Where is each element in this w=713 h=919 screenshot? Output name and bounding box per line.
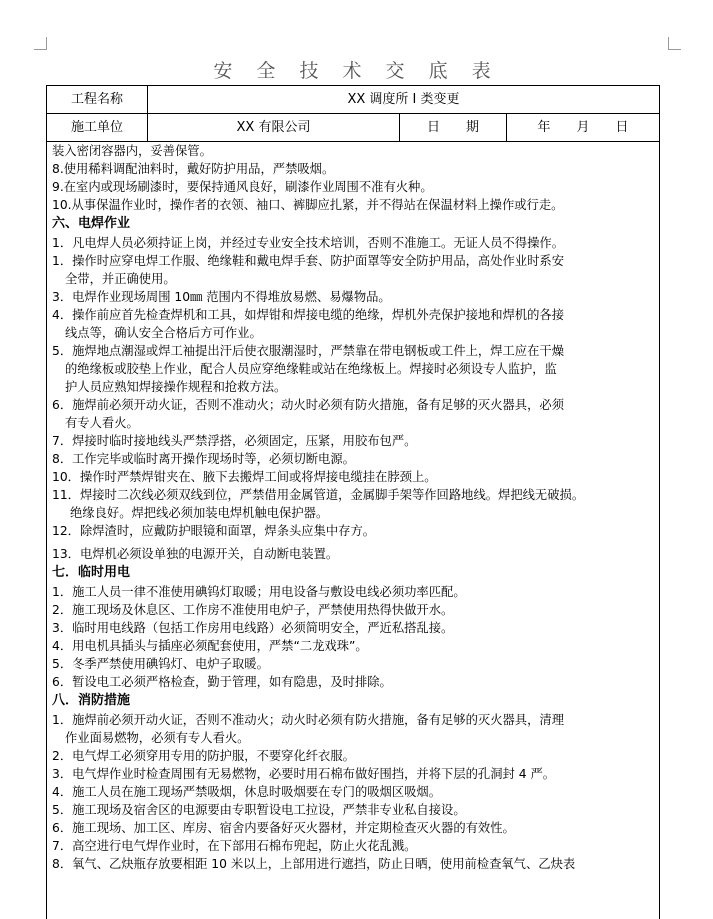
section-heading-welding: 六、电焊作业 (52, 216, 131, 231)
content-line: 的绝缘板或胶垫上作业，配合人员应穿绝缘鞋或站在绝缘板上。焊接时必须设专人监护，监 (65, 362, 557, 376)
content-line: 4．用电机具插头与插座必须配套使用，严禁“二龙戏珠”。 (52, 639, 368, 653)
content-line: 5．施工现场及宿舍区的电源要由专职暂设电工拉设，严禁非专业私自接设。 (52, 803, 466, 817)
content-line: 7．高空进行电气焊作业时，在下部用石棉布兜起，防止火花乱溅。 (52, 839, 417, 853)
content-line: 3．临时用电线路（包括工作房用电线路）必须简明安全，严近私搭乱接。 (52, 621, 454, 635)
date-value: 年 月 日 (506, 114, 659, 141)
content-line: 3．电气焊作业时检查周围有无易燃物，必要时用石棉布做好围挡，并将下层的孔洞封 4 严。 (52, 767, 556, 781)
content-line: 4．施工人员在施工现场严禁吸烟，休息时吸烟要在专门的吸烟区吸烟。 (52, 785, 442, 799)
content-line: 9.在室内或现场刷漆时，要保持通风良好，刷漆作业周围不准有火种。 (52, 180, 433, 194)
content-line: 装入密闭容器内，妥善保管。 (52, 144, 212, 158)
content-line: 有专人看火。 (65, 416, 139, 430)
content-line: 1．凡电焊人员必须持证上岗，并经过专业安全技术培训，否则不准施工。无证人员不得操作。 (52, 236, 564, 250)
page-corner-mark-left (34, 37, 47, 50)
document-title: 安 全 技 术 交 底 表 (213, 60, 500, 82)
construction-unit-label: 施工单位 (70, 120, 123, 135)
content-line: 绝缘良好。焊把线必须加装电焊机触电保护器。 (70, 506, 329, 520)
content-line: 8．氧气、乙炔瓶存放要相距 10 米以上，上部用进行遮挡，防止日晒，使用前检查氧气、乙炔表 (52, 857, 576, 871)
content-line: 5．施焊地点潮湿或焊工袖提出汗后使衣服潮湿时，严禁靠在带电钢板或工件上，焊工应在干燥 (52, 344, 564, 358)
content-line: 6．施工现场、加工区、库房、宿舍内要备好灭火器材，并定期检查灭火器的有效性。 (52, 821, 515, 835)
content-line: 8．工作完毕或临时离开操作现场时等，必须切断电源。 (52, 452, 355, 466)
content-line: 10.从事保温作业时，操作者的衣领、袖口、裤脚应扎紧，并不得站在保温材料上操作或行走。 (52, 198, 564, 212)
content-line: 8.使用稀料调配油料时，戴好防护用品，严禁吸烟。 (52, 162, 335, 176)
content-line: 作业面易燃物，必须有专人看火。 (65, 731, 250, 745)
section-heading-temporary-power: 七．临时用电 (52, 565, 131, 580)
content-line: 1．施工人员一律不准使用碘钨灯取暖；用电设备与敷设电线必须功率匹配。 (52, 585, 466, 599)
content-line: 1．施焊前必须开动火证，否则不准动火；动火时必须有防火措施，备有足够的灭火器具，清理 (52, 713, 564, 727)
content-line: 11．焊接时二次线必须双线到位，严禁借用金属管道，金属脚手架等作回路地线。焊把线无破损。 (52, 488, 585, 502)
content-line: 护人员应熟知焊接操作规程和抢救方法。 (65, 380, 287, 394)
date-label: 日 期 (399, 114, 506, 141)
content-line: 2．施工现场及休息区、工作房不准使用电炉子，严禁使用热得快做开水。 (52, 603, 454, 617)
content-line: 1．操作时应穿电焊工作服、绝缘鞋和戴电焊手套、防护面罩等安全防护用品，高处作业时系安 (52, 254, 564, 268)
project-name-label: 工程名称 (70, 92, 123, 107)
project-name-value: XX 调度所 I 类变更 (147, 86, 659, 113)
content-line: 13．电焊机必须设单独的电源开关，自动断电装置。 (52, 547, 339, 561)
construction-unit-value: XX 有限公司 (147, 114, 399, 141)
content-line: 3．电焊作业现场周围 10㎜ 范围内不得堆放易燃、易爆物品。 (52, 290, 391, 304)
content-line: 6．施焊前必须开动火证，否则不准动火；动火时必须有防火措施，备有足够的灭火器具，必须 (52, 398, 564, 412)
content-line: 5．冬季严禁使用碘钨灯、电炉子取暖。 (52, 657, 269, 671)
page-corner-mark-right (668, 37, 681, 50)
content-line: 12．除焊渣时，应戴防护眼镜和面罩，焊条头应集中存方。 (52, 524, 376, 538)
safety-disclosure-table (46, 85, 660, 919)
content-line: 全带，并正确使用。 (65, 272, 176, 286)
content-line: 10．操作时严禁焊钳夹在、腋下去搬焊工间或将焊接电缆挂在脖颈上。 (52, 470, 437, 484)
disclosure-content (52, 142, 657, 873)
content-line: 线点等，确认安全合格后方可作业。 (65, 326, 262, 340)
content-line: 6．暂设电工必须严格检查，勤于管理，如有隐患，及时排除。 (52, 675, 392, 689)
content-line: 2．电气焊工必须穿用专用的防护服，不要穿化纤衣服。 (52, 749, 355, 763)
content-line: 7．焊接时临时接地线头严禁浮搭，必须固定，压紧，用胶布包严。 (52, 434, 417, 448)
unit-row (47, 114, 659, 142)
project-row (47, 86, 659, 114)
content-line: 4．操作前应首先检查焊机和工具，如焊钳和焊接电缆的绝缘，焊机外壳保护接地和焊机的各接 (52, 308, 564, 322)
section-heading-fire-protection: 八．消防措施 (52, 693, 131, 708)
